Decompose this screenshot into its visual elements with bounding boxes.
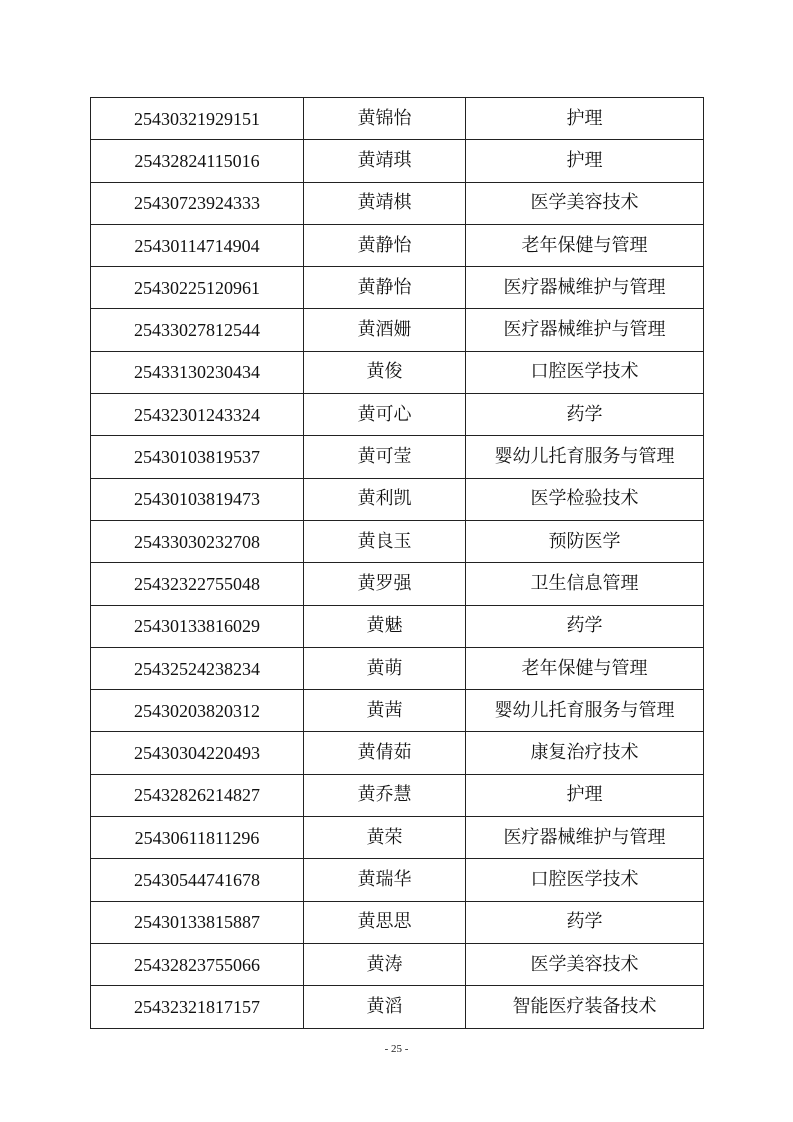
exam-number-cell: 25430723924333 bbox=[91, 182, 304, 224]
student-name-cell: 黄荣 bbox=[304, 817, 466, 859]
table-row bbox=[91, 605, 704, 647]
major-cell: 医学美容技术 bbox=[466, 182, 704, 224]
exam-number-cell: 25430203820312 bbox=[91, 690, 304, 732]
table-row bbox=[91, 267, 704, 309]
student-name-cell: 黄酒姗 bbox=[304, 309, 466, 351]
student-name-cell: 黄瑞华 bbox=[304, 859, 466, 901]
table-row bbox=[91, 98, 704, 140]
major-cell: 口腔医学技术 bbox=[466, 859, 704, 901]
table-row bbox=[91, 732, 704, 774]
student-name-cell: 黄滔 bbox=[304, 986, 466, 1028]
table-row bbox=[91, 309, 704, 351]
exam-number-cell: 25432321817157 bbox=[91, 986, 304, 1028]
student-name-cell: 黄利凯 bbox=[304, 478, 466, 520]
exam-number-cell: 25432524238234 bbox=[91, 647, 304, 689]
student-name-cell: 黄可心 bbox=[304, 394, 466, 436]
table-row bbox=[91, 986, 704, 1028]
table-row bbox=[91, 817, 704, 859]
student-name-cell: 黄思思 bbox=[304, 901, 466, 943]
table-row bbox=[91, 351, 704, 393]
table-row bbox=[91, 774, 704, 816]
student-name-cell: 黄静怡 bbox=[304, 267, 466, 309]
exam-number-cell: 25432826214827 bbox=[91, 774, 304, 816]
major-cell: 老年保健与管理 bbox=[466, 224, 704, 266]
table-row bbox=[91, 436, 704, 478]
student-name-cell: 黄靖棋 bbox=[304, 182, 466, 224]
major-cell: 预防医学 bbox=[466, 520, 704, 562]
major-cell: 药学 bbox=[466, 901, 704, 943]
major-cell: 医疗器械维护与管理 bbox=[466, 309, 704, 351]
table-row bbox=[91, 859, 704, 901]
exam-number-cell: 25432824115016 bbox=[91, 140, 304, 182]
table-row bbox=[91, 182, 704, 224]
major-cell: 口腔医学技术 bbox=[466, 351, 704, 393]
student-name-cell: 黄可莹 bbox=[304, 436, 466, 478]
major-cell: 医疗器械维护与管理 bbox=[466, 267, 704, 309]
exam-number-cell: 25430103819473 bbox=[91, 478, 304, 520]
major-cell: 医学美容技术 bbox=[466, 943, 704, 985]
student-name-cell: 黄良玉 bbox=[304, 520, 466, 562]
table-row bbox=[91, 563, 704, 605]
major-cell: 老年保健与管理 bbox=[466, 647, 704, 689]
exam-number-cell: 25430304220493 bbox=[91, 732, 304, 774]
table-row bbox=[91, 901, 704, 943]
student-name-cell: 黄乔慧 bbox=[304, 774, 466, 816]
major-cell: 药学 bbox=[466, 394, 704, 436]
exam-number-cell: 25430133816029 bbox=[91, 605, 304, 647]
table-row bbox=[91, 690, 704, 732]
student-name-cell: 黄静怡 bbox=[304, 224, 466, 266]
exam-number-cell: 25430133815887 bbox=[91, 901, 304, 943]
student-name-cell: 黄倩茹 bbox=[304, 732, 466, 774]
student-name-cell: 黄涛 bbox=[304, 943, 466, 985]
exam-number-cell: 25430321929151 bbox=[91, 98, 304, 140]
major-cell: 医疗器械维护与管理 bbox=[466, 817, 704, 859]
major-cell: 婴幼儿托育服务与管理 bbox=[466, 436, 704, 478]
table-row bbox=[91, 140, 704, 182]
table-row bbox=[91, 520, 704, 562]
exam-number-cell: 25432823755066 bbox=[91, 943, 304, 985]
major-cell: 智能医疗装备技术 bbox=[466, 986, 704, 1028]
exam-number-cell: 25432301243324 bbox=[91, 394, 304, 436]
table-row bbox=[91, 647, 704, 689]
table-row bbox=[91, 943, 704, 985]
exam-number-cell: 25430544741678 bbox=[91, 859, 304, 901]
student-name-cell: 黄靖琪 bbox=[304, 140, 466, 182]
table-row bbox=[91, 224, 704, 266]
student-name-cell: 黄罗强 bbox=[304, 563, 466, 605]
page-number: - 25 - bbox=[384, 1043, 409, 1055]
student-name-cell: 黄茜 bbox=[304, 690, 466, 732]
student-name-cell: 黄锦怡 bbox=[304, 98, 466, 140]
student-name-cell: 黄魅 bbox=[304, 605, 466, 647]
exam-number-cell: 25430114714904 bbox=[91, 224, 304, 266]
major-cell: 婴幼儿托育服务与管理 bbox=[466, 690, 704, 732]
table-row bbox=[91, 478, 704, 520]
exam-number-cell: 25430611811296 bbox=[91, 817, 304, 859]
student-roster-table bbox=[90, 97, 704, 1029]
exam-number-cell: 25433030232708 bbox=[91, 520, 304, 562]
major-cell: 护理 bbox=[466, 140, 704, 182]
major-cell: 药学 bbox=[466, 605, 704, 647]
table-row bbox=[91, 394, 704, 436]
exam-number-cell: 25433130230434 bbox=[91, 351, 304, 393]
student-name-cell: 黄俊 bbox=[304, 351, 466, 393]
student-name-cell: 黄萌 bbox=[304, 647, 466, 689]
major-cell: 康复治疗技术 bbox=[466, 732, 704, 774]
major-cell: 护理 bbox=[466, 774, 704, 816]
exam-number-cell: 25430103819537 bbox=[91, 436, 304, 478]
roster-table-body bbox=[91, 98, 704, 1029]
exam-number-cell: 25432322755048 bbox=[91, 563, 304, 605]
major-cell: 护理 bbox=[466, 98, 704, 140]
exam-number-cell: 25433027812544 bbox=[91, 309, 304, 351]
major-cell: 医学检验技术 bbox=[466, 478, 704, 520]
major-cell: 卫生信息管理 bbox=[466, 563, 704, 605]
exam-number-cell: 25430225120961 bbox=[91, 267, 304, 309]
